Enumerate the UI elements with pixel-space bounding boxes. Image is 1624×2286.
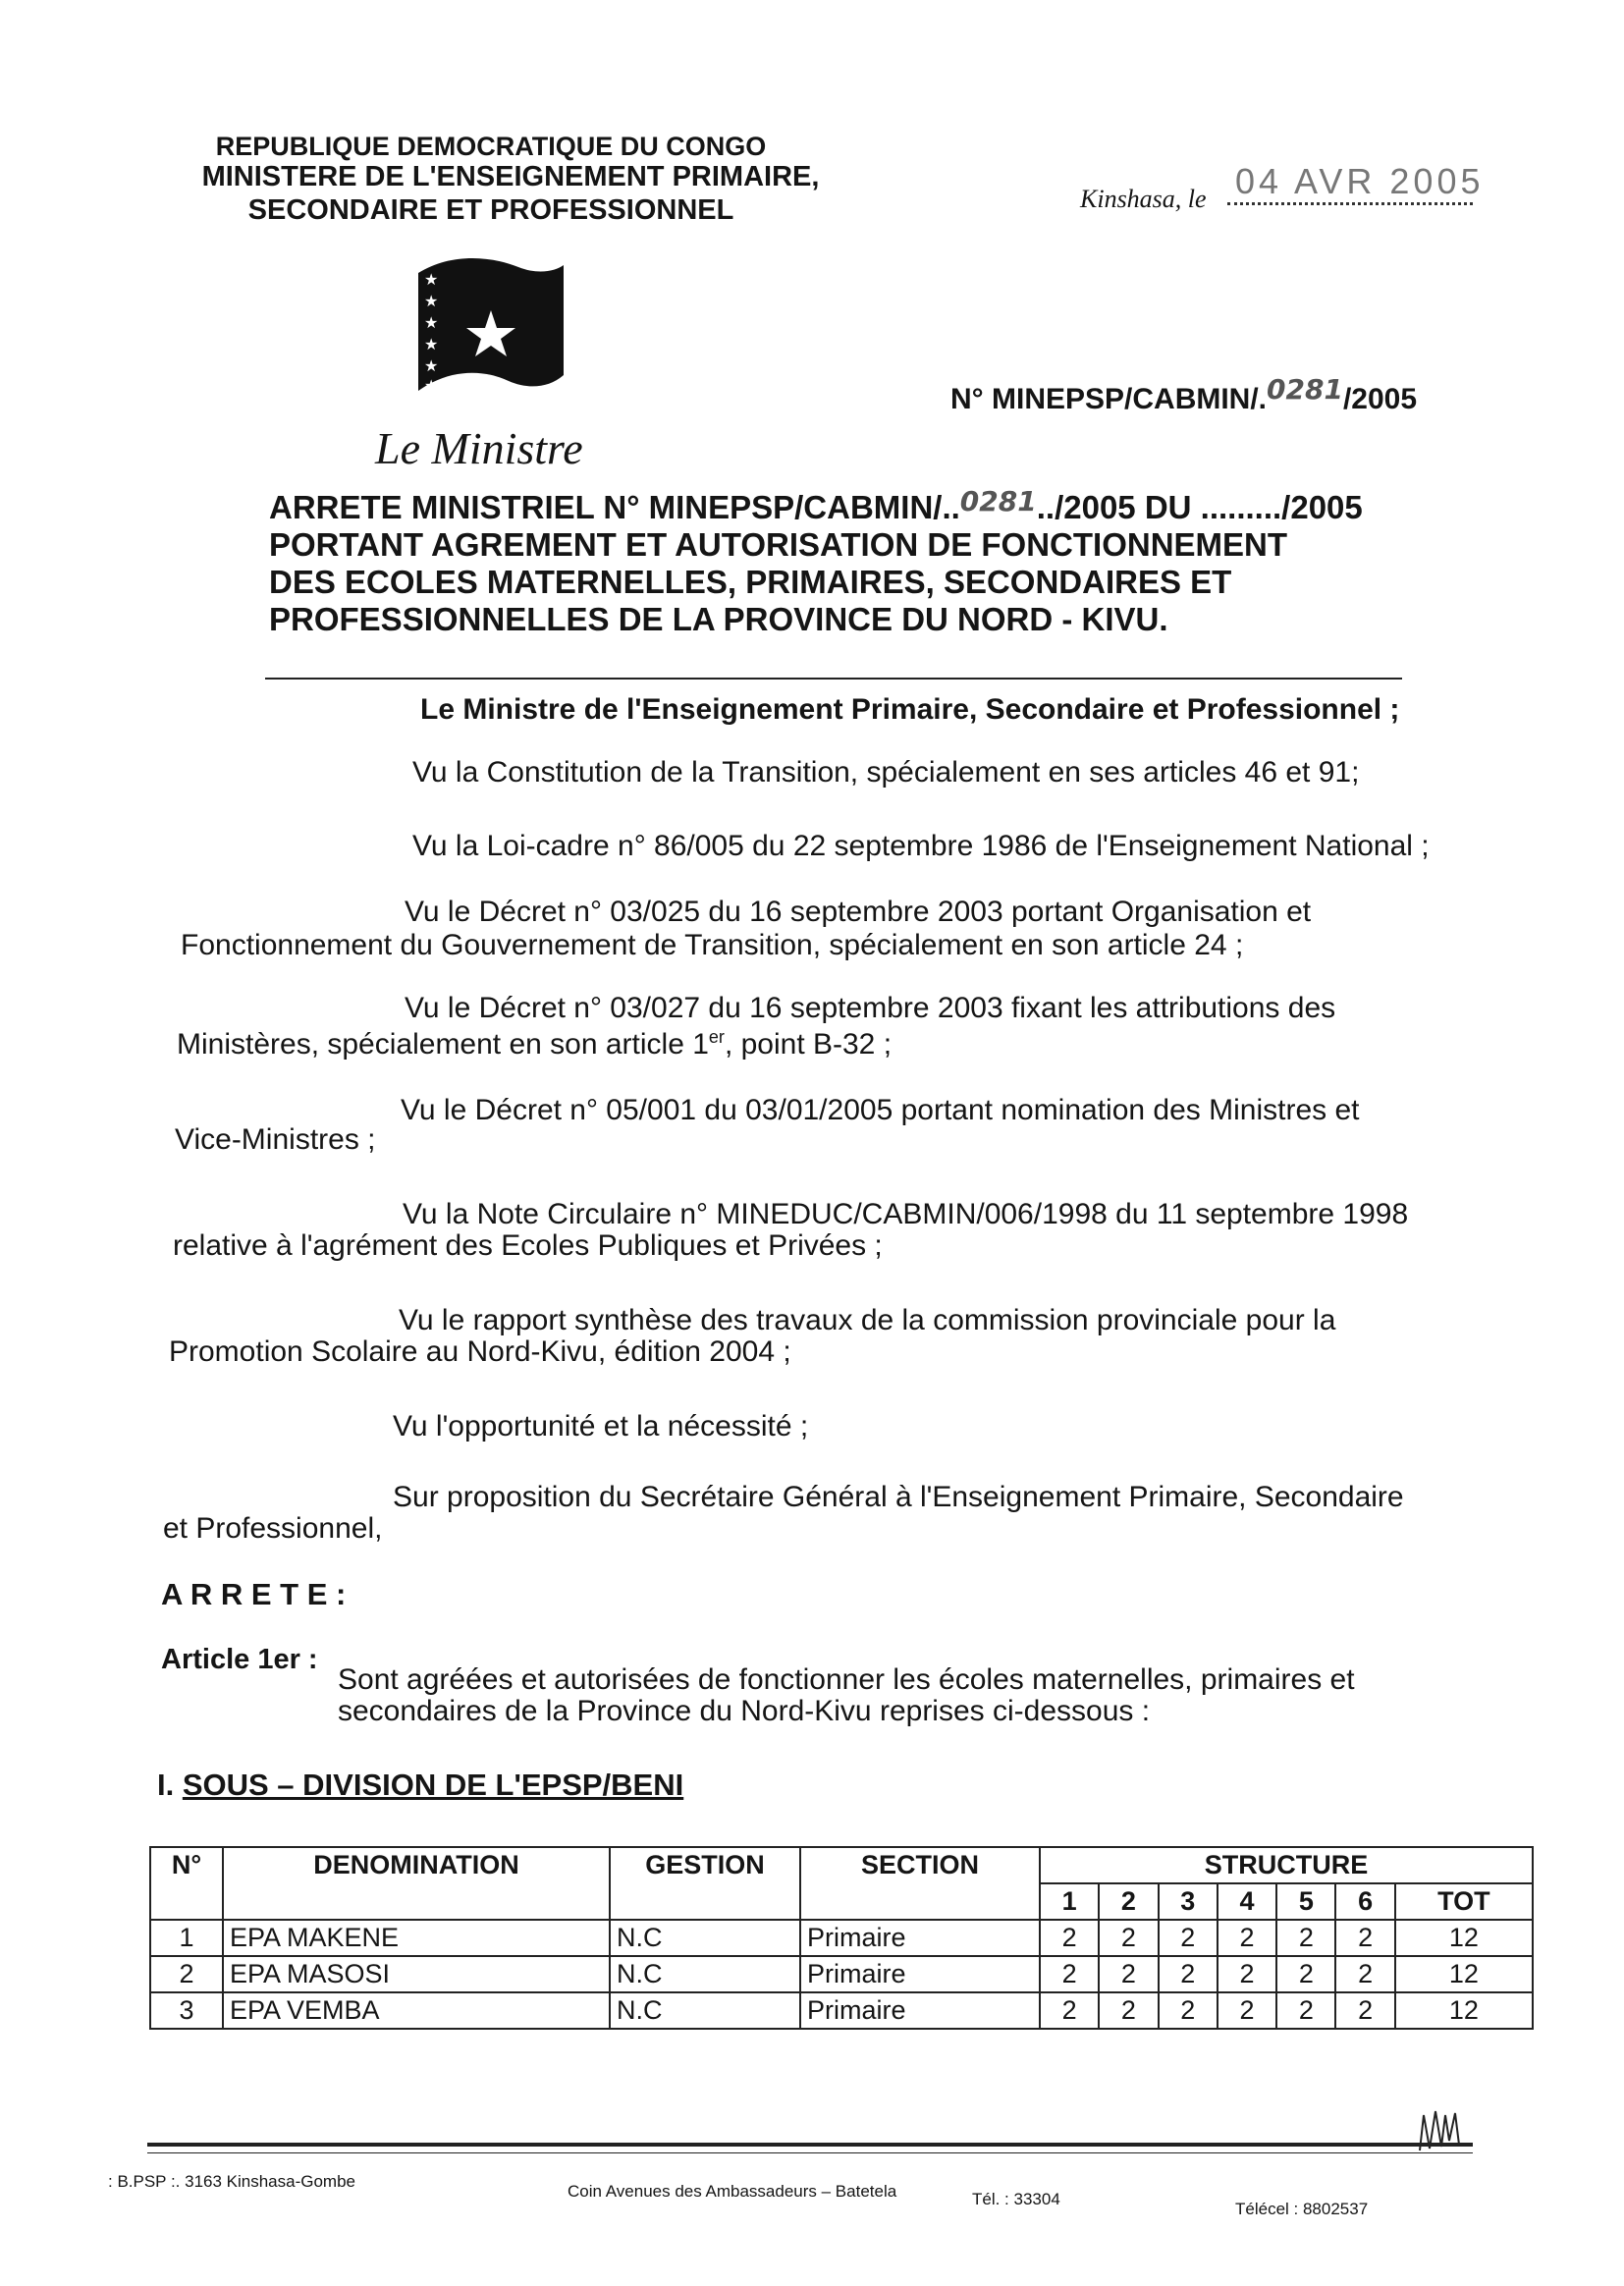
date-dotted-line [1227, 161, 1485, 205]
footer-rule-thick [147, 2143, 1473, 2147]
col-header-no: N° [150, 1847, 223, 1920]
cell-s2: 2 [1099, 1956, 1158, 1992]
cell-no: 3 [150, 1992, 223, 2029]
table-row [150, 1920, 1533, 1956]
cell-s4: 2 [1218, 1992, 1276, 2029]
decree-title-line4: PROFESSIONNELLES DE LA PROVINCE DU NORD - KIVU. [269, 601, 1168, 637]
cell-denomination: EPA MAKENE [223, 1920, 610, 1956]
cell-s4: 2 [1218, 1920, 1276, 1956]
header-ministry: MINISTERE DE L'ENSEIGNEMENT PRIMAIRE, [201, 161, 820, 192]
col-header-s5: 5 [1276, 1883, 1335, 1920]
table-row [150, 1956, 1533, 1992]
cell-denomination: EPA MASOSI [223, 1956, 610, 1992]
svg-text:★: ★ [424, 272, 439, 289]
svg-text:★: ★ [424, 315, 439, 332]
footer-rule-thin [147, 2152, 1473, 2153]
cell-section: Primaire [800, 1956, 1040, 1992]
cell-s6: 2 [1335, 1992, 1394, 2029]
col-header-section: SECTION [800, 1847, 1040, 1920]
table-row [150, 1992, 1533, 2029]
col-header-s2: 2 [1099, 1883, 1158, 1920]
cell-s5: 2 [1276, 1920, 1335, 1956]
vu-decret-025-b: Fonctionnement du Gouvernement de Transition, spécialement en son article 24 ; [181, 929, 1244, 961]
handwritten-decree-number: 0281 [959, 485, 1037, 517]
cell-tot: 12 [1395, 1920, 1533, 1956]
title-divider [265, 678, 1402, 680]
col-header-s3: 3 [1159, 1883, 1218, 1920]
flag-emblem [410, 245, 568, 403]
date-stamp: 04 AVR 2005 [1235, 161, 1485, 201]
vu-loi-cadre: Vu la Loi-cadre n° 86/005 du 22 septembre 1986 de l'Enseignement National ; [412, 830, 1430, 862]
cell-section: Primaire [800, 1992, 1040, 2029]
handwritten-ref-number: 0281 [1267, 373, 1343, 406]
table-header-row [150, 1847, 1533, 1883]
header-republic: REPUBLIQUE DEMOCRATIQUE DU CONGO [215, 132, 767, 161]
cell-s5: 2 [1276, 1956, 1335, 1992]
cell-s6: 2 [1335, 1956, 1394, 1992]
cell-s5: 2 [1276, 1992, 1335, 2029]
place-label: Kinshasa, le [1080, 185, 1207, 213]
cell-no: 2 [150, 1956, 223, 1992]
cell-s2: 2 [1099, 1920, 1158, 1956]
schools-table [149, 1846, 1534, 2030]
vu-decret-027-a: Vu le Décret n° 03/027 du 16 septembre 2003 fixant les attributions des [405, 992, 1336, 1024]
svg-text:★: ★ [424, 358, 439, 375]
vu-constitution: Vu la Constitution de la Transition, spécialement en ses articles 46 et 91; [412, 756, 1360, 789]
cell-s3: 2 [1159, 1956, 1218, 1992]
footer-bp: : B.PSP :. 3163 Kinshasa-Gombe [108, 2172, 355, 2191]
decree-title-line2: PORTANT AGREMENT ET AUTORISATION DE FONCTIONNEMENT [269, 526, 1288, 563]
cell-gestion: N.C [610, 1992, 800, 2029]
cell-gestion: N.C [610, 1956, 800, 1992]
svg-text:★: ★ [424, 294, 439, 310]
footer-tel: Tél. : 33304 [972, 2190, 1060, 2208]
vu-decret-001-a: Vu le Décret n° 05/001 du 03/01/2005 portant nomination des Ministres et [401, 1094, 1360, 1126]
cell-s4: 2 [1218, 1956, 1276, 1992]
col-header-tot: TOT [1395, 1883, 1533, 1920]
cell-gestion: N.C [610, 1920, 800, 1956]
article1-label: Article 1er : [161, 1644, 318, 1675]
cell-s1: 2 [1040, 1992, 1099, 2029]
header-ministry-cont: SECONDAIRE ET PROFESSIONNEL [247, 194, 734, 226]
vu-note-circulaire-b: relative à l'agrément des Ecoles Publiques et Privées ; [173, 1229, 883, 1262]
reference-number: N° MINEPSP/CABMIN/.0281/2005 [950, 373, 1418, 415]
section-heading: I. SOUS – DIVISION DE L'EPSP/BENI [157, 1768, 684, 1802]
col-header-gestion: GESTION [610, 1847, 800, 1920]
cell-no: 1 [150, 1920, 223, 1956]
vu-decret-025-a: Vu le Décret n° 03/025 du 16 septembre 2003 portant Organisation et [405, 896, 1312, 928]
svg-text:★: ★ [424, 378, 439, 395]
cell-s1: 2 [1040, 1956, 1099, 1992]
col-header-denomination: DENOMINATION [223, 1847, 610, 1920]
initials-signature [1414, 2101, 1473, 2160]
signature-title: Le Ministre [375, 423, 583, 473]
sur-proposition-a: Sur proposition du Secrétaire Général à l'Enseignement Primaire, Secondaire [393, 1481, 1404, 1513]
col-header-structure: STRUCTURE [1040, 1847, 1533, 1883]
col-header-s6: 6 [1335, 1883, 1394, 1920]
arrete-heading: A R R E T E : [161, 1577, 347, 1611]
vu-decret-001-b: Vice-Ministres ; [175, 1123, 376, 1156]
cell-s1: 2 [1040, 1920, 1099, 1956]
col-header-s4: 4 [1218, 1883, 1276, 1920]
minister-intro: Le Ministre de l'Enseignement Primaire, Secondaire et Professionnel ; [420, 693, 1400, 726]
cell-section: Primaire [800, 1920, 1040, 1956]
footer-address: Coin Avenues des Ambassadeurs – Batetela [568, 2182, 897, 2201]
footer-telecel: Télécel : 8802537 [1235, 2200, 1369, 2218]
article1-text-a: Sont agréées et autorisées de fonctionner les écoles maternelles, primaires et [338, 1663, 1355, 1696]
vu-rapport-a: Vu le rapport synthèse des travaux de la commission provinciale pour la [399, 1304, 1336, 1336]
cell-tot: 12 [1395, 1956, 1533, 1992]
cell-denomination: EPA VEMBA [223, 1992, 610, 2029]
sur-proposition-b: et Professionnel, [163, 1512, 383, 1545]
col-header-s1: 1 [1040, 1883, 1099, 1920]
decree-title-line3: DES ECOLES MATERNELLES, PRIMAIRES, SECONDAIRES ET [269, 564, 1232, 600]
vu-rapport-b: Promotion Scolaire au Nord-Kivu, édition 2004 ; [169, 1335, 791, 1368]
vu-opportunite: Vu l'opportunité et la nécessité ; [393, 1410, 809, 1442]
article1-text-b: secondaires de la Province du Nord-Kivu reprises ci-dessous : [338, 1695, 1151, 1727]
cell-s3: 2 [1159, 1992, 1218, 2029]
decree-title-line1: ARRETE MINISTRIEL N° MINEPSP/CABMIN/..$^{0281}$../2005 DU ........./2005 [269, 485, 1363, 525]
vu-note-circulaire-a: Vu la Note Circulaire n° MINEDUC/CABMIN/006/1998 du 11 septembre 1998 [403, 1198, 1409, 1230]
svg-text:★: ★ [424, 337, 439, 354]
vu-decret-027-b: Ministères, spécialement en son article 1er, point B-32 ; [177, 1027, 893, 1061]
cell-s6: 2 [1335, 1920, 1394, 1956]
cell-s2: 2 [1099, 1992, 1158, 2029]
cell-tot: 12 [1395, 1992, 1533, 2029]
cell-s3: 2 [1159, 1920, 1218, 1956]
